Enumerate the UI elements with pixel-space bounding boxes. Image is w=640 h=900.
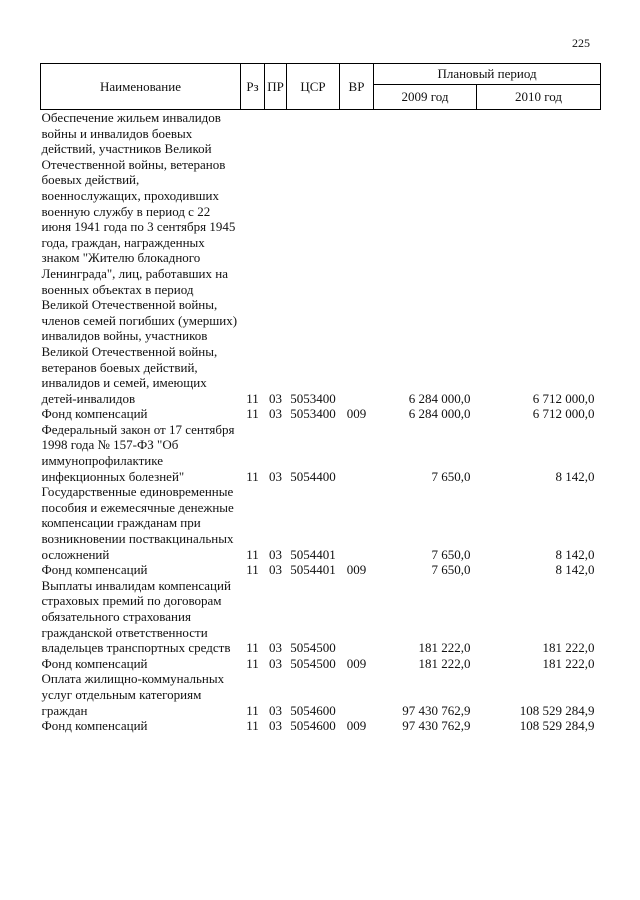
row-csr: 5054401 [290, 562, 336, 578]
table-row [41, 110, 601, 407]
table-row [41, 406, 601, 422]
row-amount-2010: 181 222,0 [542, 655, 595, 671]
row-rz: 11 [246, 468, 259, 484]
row-vr [340, 422, 374, 484]
budget-table [40, 63, 601, 734]
row-pr: 03 [269, 562, 282, 578]
row-name: Фонд компенсаций [41, 562, 148, 578]
row-amount-2009: 7 650,0 [431, 562, 471, 578]
table-row [41, 578, 601, 656]
table-row [41, 562, 601, 578]
row-pr: 03 [269, 702, 282, 718]
row-name: Выплаты инвалидам компенсаций страховых премий по договорам обязательного страхования гражданской ответственности владельцев транспортных средств [41, 577, 231, 656]
row-vr [340, 484, 374, 562]
table-row [41, 422, 601, 484]
row-pr: 03 [269, 640, 282, 656]
row-vr: 009 [346, 655, 367, 671]
row-vr: 009 [346, 406, 367, 422]
row-rz: 11 [246, 702, 259, 718]
header-name: Наименование [41, 64, 241, 110]
row-rz: 11 [246, 390, 259, 406]
row-vr: 009 [346, 718, 367, 734]
row-csr: 5054401 [290, 546, 336, 562]
row-csr: 5054400 [290, 468, 336, 484]
row-csr: 5054500 [290, 640, 336, 656]
row-name: Фонд компенсаций [41, 718, 148, 734]
row-amount-2010: 6 712 000,0 [532, 406, 595, 422]
row-name: Оплата жилищно-коммунальных услуг отдельным категориям граждан [41, 671, 225, 718]
header-year-2009: 2009 год [374, 85, 477, 110]
row-pr: 03 [269, 718, 282, 734]
row-amount-2009: 6 284 000,0 [408, 406, 471, 422]
row-amount-2010: 8 142,0 [555, 546, 595, 562]
row-name: Государственные единовременные пособия и ежемесячные денежные компенсации гражданам при возникновении поствакцинальных осложнений [41, 484, 234, 562]
row-name: Фонд компенсаций [41, 406, 148, 422]
row-csr: 5053400 [290, 390, 336, 406]
row-vr [340, 578, 374, 656]
header-csr: ЦСР [287, 64, 340, 110]
row-amount-2010: 108 529 284,9 [519, 702, 595, 718]
row-rz: 11 [246, 562, 259, 578]
row-amount-2009: 181 222,0 [418, 655, 471, 671]
row-rz: 11 [246, 546, 259, 562]
row-pr: 03 [269, 546, 282, 562]
row-rz: 11 [246, 640, 259, 656]
header-year-2010: 2010 год [477, 85, 601, 110]
row-vr [340, 110, 374, 407]
table-row [41, 671, 601, 718]
table-body [41, 110, 601, 734]
row-pr: 03 [269, 655, 282, 671]
table-row [41, 718, 601, 734]
row-pr: 03 [269, 406, 282, 422]
table-header [41, 64, 601, 110]
row-csr: 5054500 [290, 655, 336, 671]
row-amount-2009: 7 650,0 [431, 468, 471, 484]
row-name: Фонд компенсаций [41, 655, 148, 671]
header-vr: ВР [340, 64, 374, 110]
row-amount-2010: 181 222,0 [542, 640, 595, 656]
row-amount-2010: 8 142,0 [555, 562, 595, 578]
row-amount-2009: 7 650,0 [431, 546, 471, 562]
row-pr: 03 [269, 390, 282, 406]
row-rz: 11 [246, 406, 259, 422]
row-amount-2009: 97 430 762,9 [402, 702, 471, 718]
row-vr [340, 671, 374, 718]
row-rz: 11 [246, 718, 259, 734]
header-planned-period: Плановый период [374, 64, 601, 85]
row-amount-2009: 181 222,0 [418, 640, 471, 656]
table-row [41, 484, 601, 562]
row-amount-2010: 8 142,0 [555, 468, 595, 484]
row-name: Обеспечение жильем инвалидов войны и инвалидов боевых действий, участников Великой Отечественной войны, ветеранов боевых действий, военнослужащих, проходивших военную службу в период с 22 июня 1941 года по 3 сентября 1945 года, граждан, награжденных знаком "Жителю блокадного Ленинграда", лиц, работавших на военных объектах в период Великой Отечественной войны, членов семей погибших (умерших) инвалидов войны, участников Великой Отечественной войны, ветеранов боевых действий, инвалидов и семей, имеющих детей-инвалидов [41, 110, 238, 406]
row-amount-2009: 6 284 000,0 [408, 390, 471, 406]
row-vr: 009 [346, 562, 367, 578]
table-row [41, 656, 601, 672]
row-rz: 11 [246, 655, 259, 671]
row-pr: 03 [269, 468, 282, 484]
header-pr: ПР [265, 64, 287, 110]
row-csr: 5053400 [290, 406, 336, 422]
page-number: 225 [572, 36, 590, 50]
header-rz: Рз [241, 64, 265, 110]
row-amount-2009: 97 430 762,9 [402, 718, 471, 734]
row-name: Федеральный закон от 17 сентября 1998 года № 157-ФЗ "Об иммунопрофилактике инфекционных болезней" [41, 421, 235, 484]
row-csr: 5054600 [290, 718, 336, 734]
row-amount-2010: 6 712 000,0 [532, 390, 595, 406]
row-csr: 5054600 [290, 702, 336, 718]
row-amount-2010: 108 529 284,9 [519, 718, 595, 734]
